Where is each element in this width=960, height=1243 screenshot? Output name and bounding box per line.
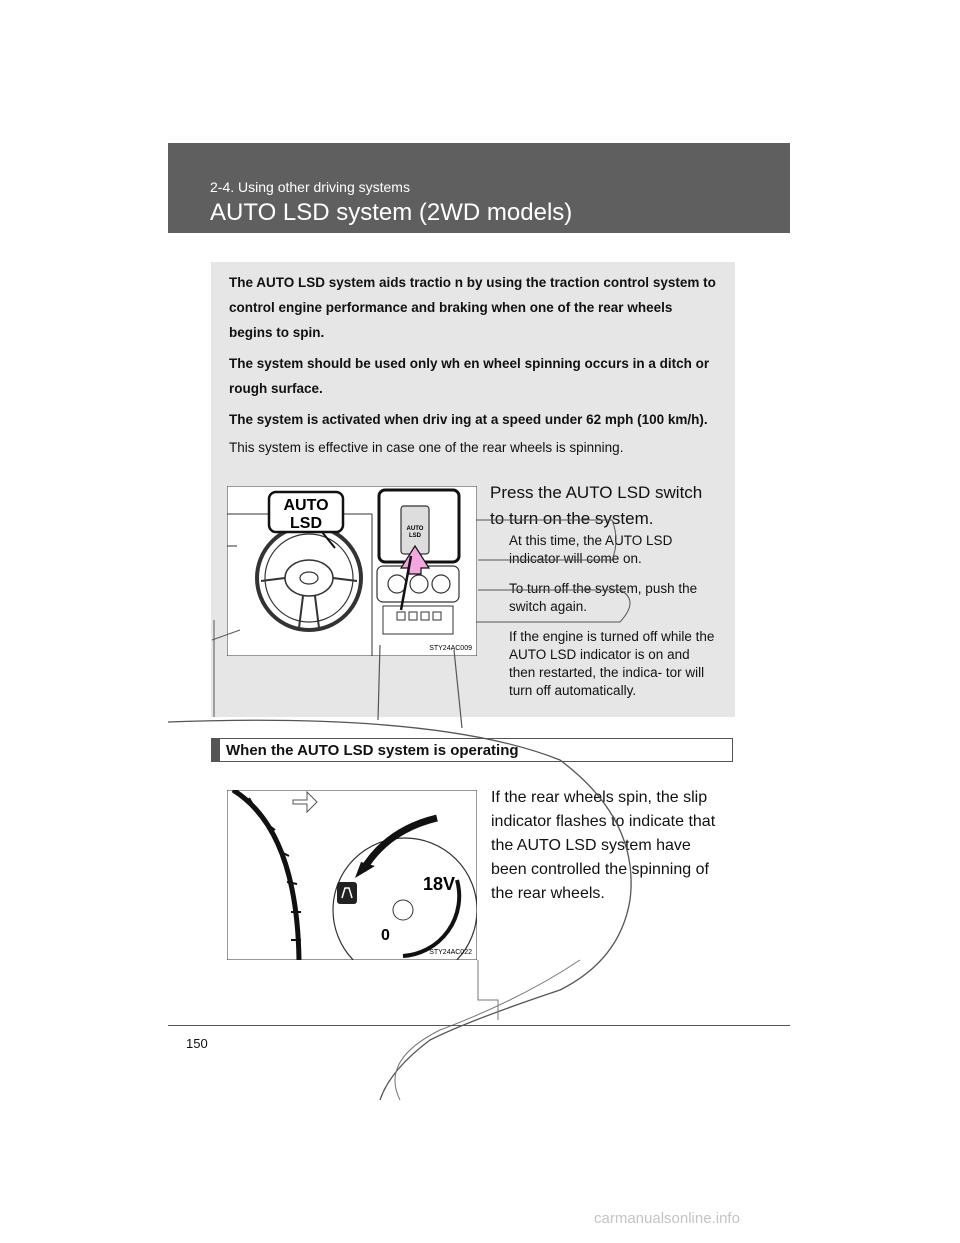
gauge-figure — [227, 790, 477, 960]
intro-paragraph-4: This system is effective in case one of the rear wheels is spinning. — [229, 440, 624, 455]
watermark-text: carmanualsonline.info — [594, 1210, 740, 1227]
intro-paragraph-1: The AUTO LSD system aids tractio n by using the traction control system to control engine performance and braking when one of the rear wheels begins to spin. — [229, 275, 716, 340]
figure-code: STY24AC022 — [429, 949, 472, 956]
gauge-high-label: 18V — [423, 874, 456, 894]
subheading — [211, 738, 733, 762]
note-2: To turn off the system, push the switch again. — [509, 581, 698, 614]
note-3: If the engine is turned off while the AUTO LSD indicator is on and then restarted, the indica- tor will turn off automatically. — [509, 629, 715, 698]
page-title: AUTO LSD system (2WD models) — [210, 199, 573, 226]
note-1: At this time, the AUTO LSD indicator will come on. — [509, 533, 673, 566]
slip-indicator-icon — [337, 882, 357, 904]
page-header — [168, 143, 790, 233]
intro-text — [229, 270, 719, 464]
intro-paragraph-2: The system should be used only wh en wheel spinning occurs in a ditch or rough surface. — [229, 356, 710, 396]
dashboard-figure — [227, 486, 477, 656]
switch-label-bottom: LSD — [409, 533, 421, 539]
callout-text-lsd: LSD — [290, 515, 322, 532]
gauge-low-label: 0 — [381, 927, 390, 944]
intro-paragraph-3: The system is activated when driv ing at a speed under 62 mph (100 km/h). — [229, 412, 708, 427]
subheading-bar — [212, 739, 220, 761]
step-notes — [509, 532, 719, 712]
callout-text-auto: AUTO — [283, 497, 329, 514]
step-instruction: Press the AUTO LSD switch to turn on the system. — [490, 483, 703, 528]
section-label: 2-4. Using other driving systems — [210, 179, 410, 195]
switch-label-top: AUTO — [406, 526, 424, 532]
page-number: 150 — [186, 1036, 208, 1051]
operating-description: If the rear wheels spin, the slip indicator flashes to indicate that the AUTO LSD system have been controlled the spinning of the rear wheels. — [491, 789, 716, 902]
footer-rule — [168, 1025, 790, 1026]
subheading-text: When the AUTO LSD system is operating — [226, 742, 519, 759]
figure-code: STY24AC009 — [429, 645, 472, 652]
